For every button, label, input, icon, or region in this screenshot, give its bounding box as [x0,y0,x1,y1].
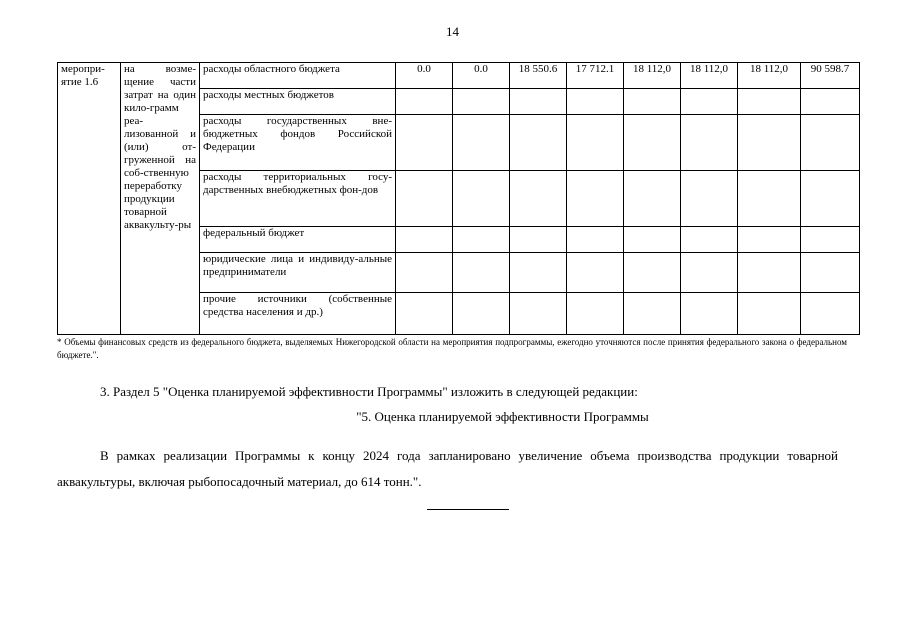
amount-cell [510,253,567,293]
footnote: * Объемы финансовых средств из федерального бюджета, выделяемых Нижегородской области на мероприятия подпрограммы, ежегодно уточняются после принятия федерального закона о федеральном бюджете.". [57,337,847,360]
amount-cell [453,253,510,293]
amount-cell [624,293,681,335]
amount-cell [624,227,681,253]
amount-cell [567,227,624,253]
amount-cell [681,89,738,115]
amount-cell [738,253,801,293]
amount-cell: 18 112,0 [738,63,801,89]
amount-cell [510,227,567,253]
section-heading: "5. Оценка планируемой эффективности Программы [356,409,649,424]
amount-cell [624,171,681,227]
amount-cell [510,171,567,227]
amount-cell [396,171,453,227]
page-number: 14 [446,24,459,39]
measure-id-cell: меропри-ятие 1.6 [58,63,121,335]
amount-cell: 0.0 [396,63,453,89]
amendment-paragraph: 3. Раздел 5 "Оценка планируемой эффективности Программы" изложить в следующей редакции: [100,384,638,399]
amount-cell: 0.0 [453,63,510,89]
budget-table-body [58,63,860,335]
amount-cell [567,253,624,293]
funding-source-cell: юридические лица и индивиду-альные предприниматели [200,253,396,293]
amount-cell [453,227,510,253]
amount-cell: 90 598.7 [801,63,860,89]
amount-cell [453,171,510,227]
amount-cell [624,89,681,115]
budget-table [57,62,860,335]
amount-cell [396,253,453,293]
funding-source-cell: прочие источники (собственные средства населения и др.) [200,293,396,335]
amount-cell [567,89,624,115]
end-rule [427,509,509,510]
amount-cell: 18 550.6 [510,63,567,89]
amount-cell [624,253,681,293]
amount-cell [738,115,801,171]
amount-cell [396,227,453,253]
amount-cell [396,293,453,335]
amount-cell [453,293,510,335]
amount-cell [801,293,860,335]
amount-cell [801,253,860,293]
amount-cell [738,227,801,253]
amount-cell [681,253,738,293]
amount-cell [453,115,510,171]
amount-cell [567,171,624,227]
funding-source-cell: расходы территориальных госу-дарственных внебюджетных фон-дов [200,171,396,227]
amount-cell [738,89,801,115]
amount-cell: 18 112,0 [624,63,681,89]
amount-cell [681,227,738,253]
amount-cell: 17 712.1 [567,63,624,89]
amount-cell: 18 112,0 [681,63,738,89]
amount-cell [624,115,681,171]
amount-cell [801,227,860,253]
body-paragraph: В рамках реализации Программы к концу 2024 года запланировано увеличение объема производства продукции товарной аквакультуры, включая рыбопосадочный материал, до 614 тонн.". [57,448,838,489]
amount-cell [510,89,567,115]
amount-cell [801,171,860,227]
table-row [58,63,860,89]
amount-cell [738,171,801,227]
measure-description-cell: на возме-щение части затрат на один кило-грамм реа-лизованной и (или) от-груженной на соб-ственную переработку продукции товарной аквакульту-ры [121,63,200,335]
amount-cell [396,89,453,115]
amount-cell [681,171,738,227]
amount-cell [510,293,567,335]
amount-cell [801,115,860,171]
funding-source-cell: федеральный бюджет [200,227,396,253]
amount-cell [510,115,567,171]
amount-cell [681,115,738,171]
amount-cell [396,115,453,171]
funding-source-cell: расходы государственных вне-бюджетных фондов Российской Федерации [200,115,396,171]
funding-source-cell: расходы областного бюджета [200,63,396,89]
amount-cell [453,89,510,115]
amount-cell [567,293,624,335]
funding-source-cell: расходы местных бюджетов [200,89,396,115]
amount-cell [681,293,738,335]
amount-cell [801,89,860,115]
amount-cell [738,293,801,335]
amount-cell [567,115,624,171]
